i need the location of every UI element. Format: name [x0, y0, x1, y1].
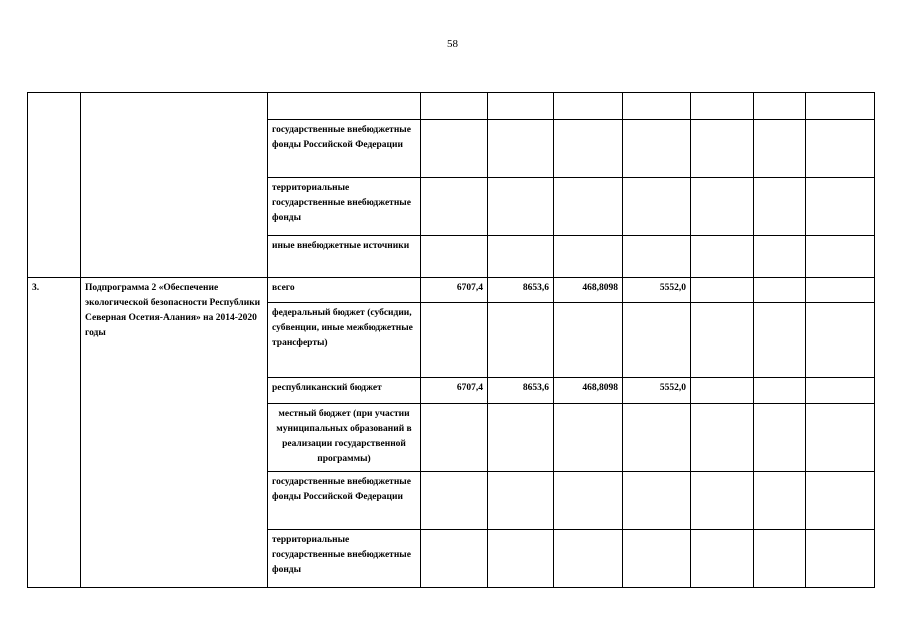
- value-cell: [806, 303, 875, 378]
- value-cell: [488, 472, 554, 530]
- value-cell: 468,8098: [554, 378, 623, 404]
- value-cell: [488, 303, 554, 378]
- value-cell: [691, 472, 754, 530]
- row-number-cell: 3.: [28, 278, 81, 588]
- value-cell: [421, 472, 488, 530]
- value-cell: 5552,0: [623, 278, 691, 303]
- funding-source-cell: территориальные государственные внебюджетные фонды: [268, 178, 421, 236]
- value-cell: [691, 236, 754, 278]
- value-cell: [806, 378, 875, 404]
- value-cell: [623, 178, 691, 236]
- value-cell: [806, 278, 875, 303]
- value-cell: [691, 404, 754, 472]
- funding-source-cell: местный бюджет (при участии муниципальных образований в реализации государственной программы): [268, 404, 421, 472]
- value-cell: [623, 120, 691, 178]
- value-cell: [806, 178, 875, 236]
- value-cell: [421, 303, 488, 378]
- value-cell: [421, 93, 488, 120]
- value-cell: [623, 530, 691, 588]
- value-cell: [554, 303, 623, 378]
- value-cell: [623, 472, 691, 530]
- value-cell: 8653,6: [488, 278, 554, 303]
- value-cell: [806, 120, 875, 178]
- value-cell: [754, 378, 806, 404]
- row-number-cell: [28, 93, 81, 278]
- page-number: 58: [447, 38, 458, 50]
- value-cell: [754, 236, 806, 278]
- value-cell: 5552,0: [623, 378, 691, 404]
- value-cell: [754, 530, 806, 588]
- funding-source-cell: территориальные государственные внебюджетные фонды: [268, 530, 421, 588]
- value-cell: [554, 120, 623, 178]
- value-cell: [806, 472, 875, 530]
- value-cell: [623, 236, 691, 278]
- program-name-cell: [81, 93, 268, 278]
- value-cell: [691, 120, 754, 178]
- value-cell: [754, 120, 806, 178]
- value-cell: 6707,4: [421, 378, 488, 404]
- value-cell: [554, 472, 623, 530]
- value-cell: [421, 120, 488, 178]
- value-cell: [754, 404, 806, 472]
- value-cell: [488, 236, 554, 278]
- value-cell: [691, 278, 754, 303]
- value-cell: [554, 236, 623, 278]
- value-cell: [806, 530, 875, 588]
- value-cell: [623, 93, 691, 120]
- value-cell: [691, 178, 754, 236]
- value-cell: [754, 278, 806, 303]
- value-cell: [806, 236, 875, 278]
- funding-source-cell: иные внебюджетные источники: [268, 236, 421, 278]
- value-cell: [623, 404, 691, 472]
- value-cell: [691, 530, 754, 588]
- table-row: [28, 278, 875, 303]
- value-cell: [488, 404, 554, 472]
- value-cell: [421, 530, 488, 588]
- value-cell: [754, 93, 806, 120]
- value-cell: 6707,4: [421, 278, 488, 303]
- funding-source-cell: [268, 93, 421, 120]
- value-cell: [554, 178, 623, 236]
- table-row: [28, 93, 875, 120]
- funding-source-cell: государственные внебюджетные фонды Российской Федерации: [268, 120, 421, 178]
- value-cell: [691, 93, 754, 120]
- value-cell: [754, 178, 806, 236]
- funding-source-cell: республиканский бюджет: [268, 378, 421, 404]
- value-cell: [691, 378, 754, 404]
- value-cell: 468,8098: [554, 278, 623, 303]
- value-cell: 8653,6: [488, 378, 554, 404]
- value-cell: [754, 303, 806, 378]
- value-cell: [554, 93, 623, 120]
- value-cell: [421, 404, 488, 472]
- funding-source-cell: федеральный бюджет (субсидии, субвенции, иные межбюджетные трансферты): [268, 303, 421, 378]
- budget-table: [27, 92, 875, 588]
- funding-source-cell: всего: [268, 278, 421, 303]
- value-cell: [806, 93, 875, 120]
- funding-source-cell: государственные внебюджетные фонды Российской Федерации: [268, 472, 421, 530]
- program-name-cell: Подпрограмма 2 «Обеспечение экологической безопасности Республики Северная Осетия-Алания» на 2014-2020 годы: [81, 278, 268, 588]
- value-cell: [488, 120, 554, 178]
- value-cell: [554, 404, 623, 472]
- value-cell: [691, 303, 754, 378]
- value-cell: [806, 404, 875, 472]
- value-cell: [488, 178, 554, 236]
- value-cell: [554, 530, 623, 588]
- value-cell: [421, 178, 488, 236]
- value-cell: [623, 303, 691, 378]
- value-cell: [488, 93, 554, 120]
- value-cell: [488, 530, 554, 588]
- value-cell: [421, 236, 488, 278]
- value-cell: [754, 472, 806, 530]
